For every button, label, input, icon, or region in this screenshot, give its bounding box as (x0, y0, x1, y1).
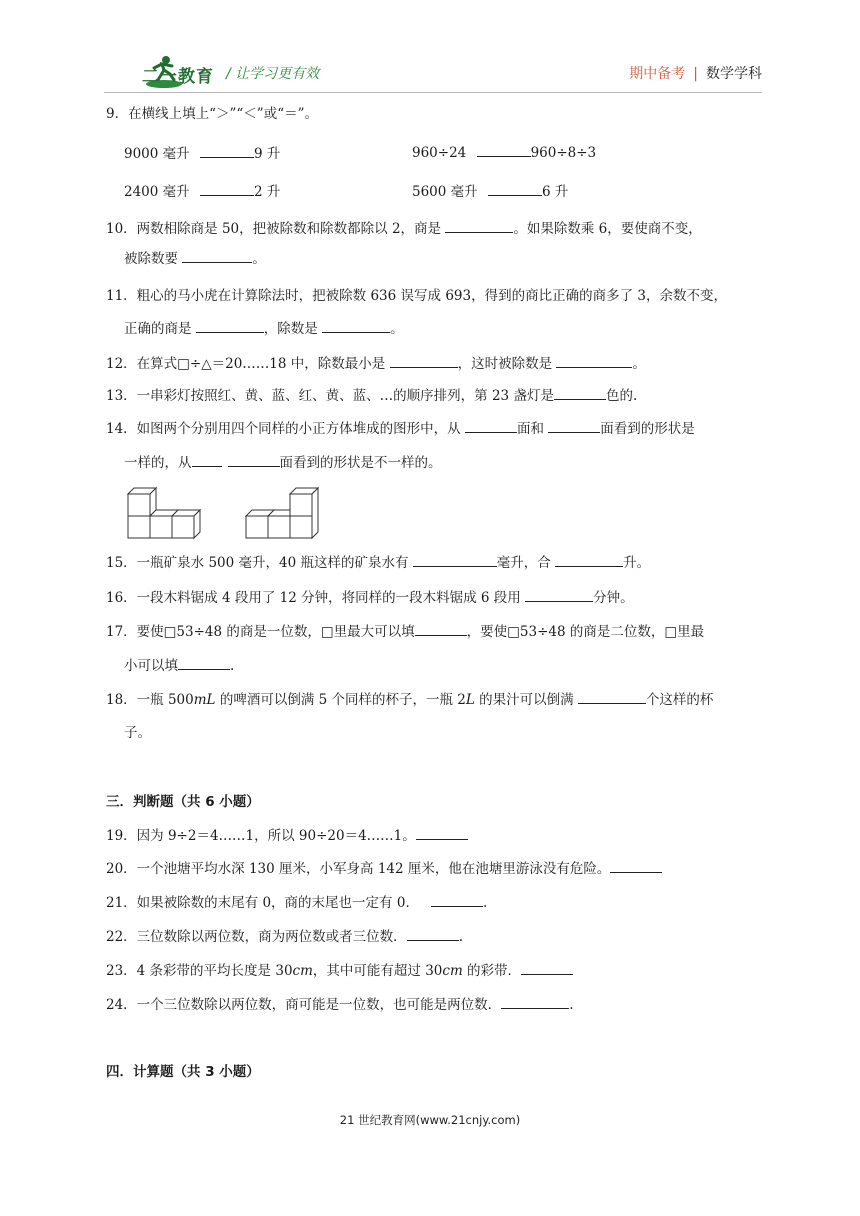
answer-blank[interactable] (465, 418, 517, 433)
q15-text-2: 毫升，合 (496, 555, 556, 571)
answer-blank[interactable] (578, 689, 646, 704)
unit-cm: cm (292, 963, 313, 979)
answer-blank[interactable] (390, 353, 458, 368)
q10-text-4: 。 (252, 251, 266, 267)
q14-text-4: 一样的，从 (124, 455, 192, 471)
q9-item-d (412, 180, 568, 200)
q14-text-2: 面和 (516, 421, 549, 437)
q22-dot: . (458, 929, 463, 945)
question-9: 9．在横线上填上“＞”“＜”或“＝”。 (106, 106, 318, 122)
answer-blank[interactable] (196, 318, 264, 333)
q20-text: 20．一个池塘平均水深 130 厘米，小军身高 142 厘米，他在池塘里游泳没有危险。 (106, 861, 611, 877)
q24-text: 24．一个三位数除以两位数，商可能是一位数，也可能是两位数． (106, 997, 502, 1013)
header-subject (629, 63, 762, 83)
answer-blank[interactable] (413, 552, 497, 567)
q12-text-2: ，这时被除数是 (457, 356, 557, 372)
answer-blank[interactable] (488, 181, 542, 196)
answer-blank[interactable] (554, 385, 606, 400)
section-3-title: 三．判断题（共 6 小题） (106, 794, 260, 810)
q18-text-1: 18．一瓶 500 (106, 692, 194, 708)
answer-blank[interactable] (521, 960, 573, 975)
answer-blank[interactable] (477, 142, 531, 157)
q9-a-left: 9000 毫升 (124, 146, 190, 162)
question-20 (106, 858, 662, 879)
q11-text-2: 正确的商是 (124, 321, 196, 337)
q17-text-3: 小可以填 (124, 658, 178, 674)
page-footer: 21 世纪教育网(www.21cnjy.com) (339, 1113, 521, 1127)
q14-text-3: 面看到的形状是 (600, 421, 695, 437)
q15-text-3: 升。 (623, 555, 651, 571)
section-4-title: 四．计算题（共 3 小题） (106, 1064, 260, 1080)
unit-l: L (465, 692, 475, 708)
question-21 (106, 892, 487, 913)
q19-text: 19．因为 9÷2＝4……1，所以 90÷20＝4……1。 (106, 828, 416, 844)
answer-blank[interactable] (182, 248, 252, 263)
page-header (0, 0, 860, 92)
q9-item-a (124, 142, 280, 162)
answer-blank[interactable] (610, 858, 662, 873)
unit-ml: mL (193, 692, 216, 708)
q9-c-right: 2 升 (253, 184, 281, 200)
q17-text-4: . (230, 658, 235, 674)
q11-text-3: ，除数是 (263, 321, 323, 337)
answer-blank[interactable] (525, 587, 593, 602)
q9-item-c (124, 180, 280, 200)
answer-blank[interactable] (322, 318, 390, 333)
question-24 (106, 994, 573, 1015)
q9-d-right: 6 升 (541, 184, 569, 200)
q16-text-2: 分钟。 (593, 590, 634, 606)
question-16 (106, 587, 634, 608)
q9-item-b (412, 142, 596, 161)
q9-a-right: 9 升 (253, 146, 281, 162)
answer-blank[interactable] (415, 621, 467, 636)
q23-text-3: 的彩带． (462, 963, 522, 979)
q13-text-2: 色的. (605, 388, 638, 404)
q9-b-left: 960÷24 (412, 145, 467, 161)
question-14 (106, 418, 695, 439)
q9-d-left: 5600 毫升 (412, 184, 478, 200)
logo-text: 二一教育 (142, 67, 214, 87)
q24-dot: . (569, 997, 574, 1013)
q14-text-5: 面看到的形状是不一样的。 (279, 455, 442, 471)
q16-text-1: 16．一段木料锯成 4 段用了 12 分钟，将同样的一段木料锯成 6 段用 (106, 590, 526, 606)
answer-blank[interactable] (178, 655, 230, 670)
q21-dot: . (482, 895, 488, 911)
q9-b-right: 960÷8÷3 (530, 145, 597, 161)
cube-figure-right (242, 484, 322, 540)
q22-text: 22．三位数除以两位数，商为两位数或者三位数． (106, 929, 407, 945)
header-subject-name: 数学学科 (706, 66, 762, 82)
q17-text-1: 17．要使□53÷48 的商是一位数，□里最大可以填 (106, 624, 415, 640)
answer-blank[interactable] (228, 452, 280, 467)
answer-blank[interactable] (431, 892, 483, 907)
answer-blank[interactable] (416, 825, 468, 840)
q14-text-1: 14．如图两个分别用四个同样的小正方体堆成的图形中，从 (106, 421, 465, 437)
question-18-cont: 子。 (124, 725, 151, 741)
q18-text-2: 的啤酒可以倒满 5 个同样的杯子，一瓶 2 (215, 692, 466, 708)
answer-blank[interactable] (556, 353, 632, 368)
answer-blank[interactable] (407, 926, 459, 941)
question-19 (106, 825, 468, 846)
question-18 (106, 689, 713, 710)
q10-text-3: 被除数要 (124, 251, 183, 267)
q12-text-1: 12．在算式□÷△＝20……18 中，除数最小是 (106, 356, 390, 372)
q23-text-1: 23．4 条彩带的平均长度是 30 (106, 963, 293, 979)
question-10 (106, 218, 702, 239)
header-slogan: / 让学习更有效 (226, 66, 320, 82)
q18-text-3: 的果汁可以倒满 (474, 692, 578, 708)
answer-blank[interactable] (200, 181, 254, 196)
question-11: 11．粗心的马小虎在计算除法时，把被除数 636 误写成 693，得到的商比正确的商多了 3，余数不变， (106, 288, 727, 304)
q10-text-1: 10．两数相除商是 50，把被除数和除数都除以 2，商是 (106, 221, 446, 237)
unit-cm: cm (442, 963, 463, 979)
q15-text-1: 15．一瓶矿泉水 500 毫升，40 瓶这样的矿泉水有 (106, 555, 413, 571)
answer-blank[interactable] (555, 552, 623, 567)
answer-blank[interactable] (200, 143, 254, 158)
question-14-cont (124, 452, 442, 473)
header-separator: | (693, 66, 698, 82)
q10-text-2: 。如果除数乘 6，要使商不变， (513, 221, 702, 237)
q9-c-left: 2400 毫升 (124, 184, 190, 200)
question-10-cont (124, 248, 266, 269)
question-11-cont (124, 318, 404, 339)
question-23 (106, 960, 573, 981)
q11-text-4: 。 (390, 321, 404, 337)
header-divider (104, 92, 762, 93)
q17-text-2: ，要使□53÷48 的商是二位数，□里最 (466, 624, 705, 640)
question-17 (106, 621, 704, 642)
q18-text-4: 个这样的杯 (645, 692, 714, 708)
answer-blank[interactable] (501, 994, 569, 1009)
q13-text-1: 13．一串彩灯按照红、黄、蓝、红、黄、蓝、…的顺序排列，第 23 盏灯是 (106, 388, 554, 404)
answer-blank[interactable] (548, 418, 600, 433)
cube-figure-left (124, 484, 204, 540)
question-17-cont (124, 655, 234, 676)
question-22 (106, 926, 463, 947)
q23-text-2: ，其中可能有超过 30 (312, 963, 443, 979)
question-13 (106, 385, 637, 406)
q12-text-3: 。 (632, 356, 646, 372)
q21-text: 21．如果被除数的末尾有 0，商的末尾也一定有 0． (106, 895, 419, 911)
answer-blank[interactable] (445, 218, 513, 233)
answer-blank[interactable] (192, 452, 222, 467)
question-15 (106, 552, 650, 573)
question-12 (106, 353, 646, 374)
header-exam-type: 期中备考 (629, 66, 686, 82)
